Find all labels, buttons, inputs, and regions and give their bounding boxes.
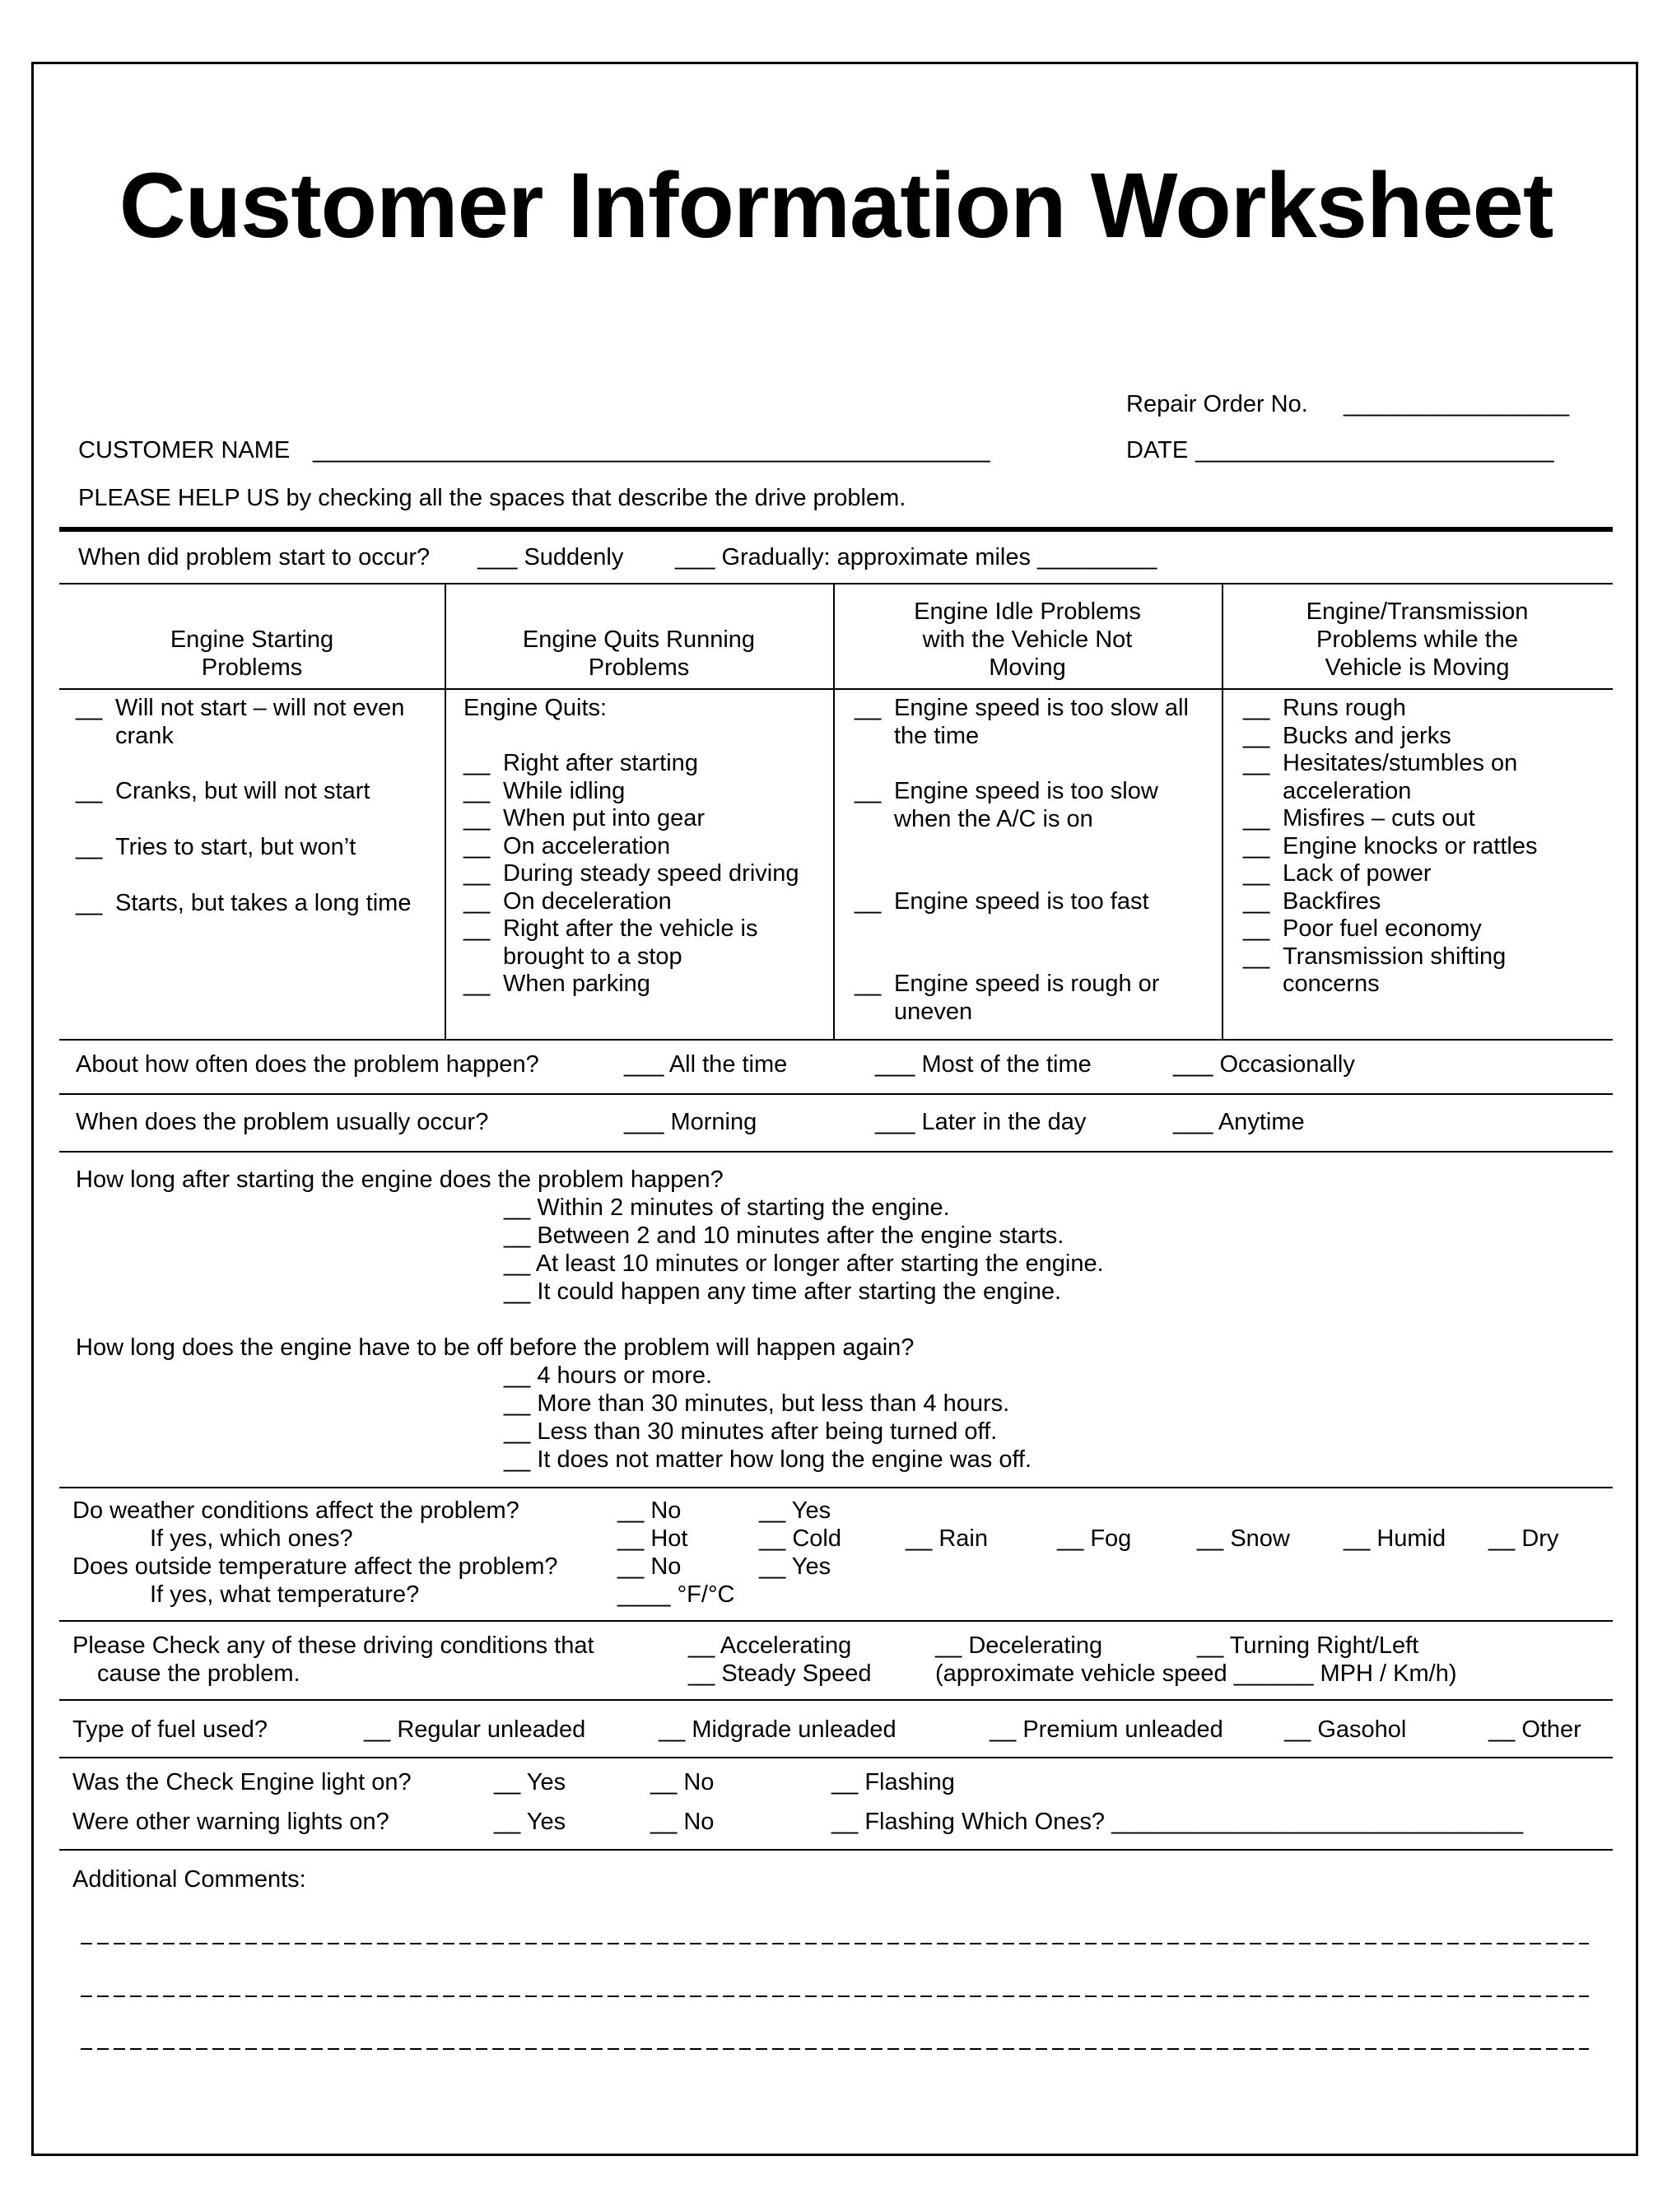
weather-fog-option[interactable]: __ Fog — [1057, 1525, 1132, 1552]
list-item[interactable]: __ On deceleration — [463, 887, 672, 915]
after-start-option[interactable]: __ Between 2 and 10 minutes after the engine starts. — [504, 1222, 1064, 1249]
weather-humid-option[interactable]: __ Humid — [1344, 1525, 1446, 1552]
grid-header-line — [59, 688, 1613, 690]
list-item[interactable]: __ Engine speed is rough or uneven — [855, 971, 1160, 1025]
fuel-regular-option[interactable]: __ Regular unleaded — [364, 1716, 586, 1743]
check-engine-question: Was the Check Engine light on? — [72, 1769, 412, 1795]
comment-line-1[interactable] — [81, 1943, 1589, 1944]
list-item[interactable]: __ On acceleration — [463, 832, 671, 859]
list-item[interactable]: __ Poor fuel economy — [1243, 915, 1482, 942]
engine-off-question: How long does the engine have to be off before the problem will happen again? — [76, 1334, 915, 1361]
grid-bottom-line — [59, 1039, 1613, 1041]
list-item[interactable]: __ During steady speed driving — [463, 860, 799, 887]
frequency-all-option[interactable]: ___ All the time — [624, 1051, 788, 1078]
col-header-moving: Engine/Transmission Problems while the Vehicle is Moving — [1306, 598, 1529, 681]
driving-speed-field[interactable]: (approximate vehicle speed ______ MPH / Km/h) — [935, 1660, 1457, 1687]
weather-yes-option[interactable]: __ Yes — [759, 1497, 831, 1524]
col-quits-list — [463, 695, 826, 999]
fuel-midgrade-option[interactable]: __ Midgrade unleaded — [659, 1716, 897, 1743]
col-header-idle: Engine Idle Problems with the Vehicle Not Moving — [914, 598, 1141, 681]
list-item[interactable]: __ Runs rough — [1243, 695, 1406, 721]
fuel-other-option[interactable]: __ Other — [1488, 1716, 1581, 1743]
warning-lights-no-option[interactable]: __ No — [650, 1809, 715, 1835]
temperature-yes-option[interactable]: __ Yes — [759, 1553, 831, 1580]
weather-no-option[interactable]: __ No — [617, 1497, 682, 1524]
col-idle-list — [855, 695, 1200, 1026]
driving-turning-option[interactable]: __ Turning Right/Left — [1197, 1632, 1419, 1659]
engine-off-option[interactable]: __ It does not matter how long the engine was off. — [504, 1446, 1032, 1473]
after-start-question: How long after starting the engine does the problem happen? — [76, 1167, 724, 1193]
warning-lights-yes-option[interactable]: __ Yes — [494, 1809, 566, 1835]
instruction-text: PLEASE HELP US by checking all the spaces that describe the drive problem. — [78, 485, 906, 511]
comment-line-3[interactable] — [81, 2048, 1589, 2050]
grid-top-line — [59, 583, 1613, 584]
driving-question-line2: cause the problem. — [97, 1660, 300, 1687]
engine-off-option[interactable]: __ 4 hours or more. — [504, 1362, 713, 1389]
list-item[interactable]: __ Engine speed is too fast — [855, 888, 1149, 915]
weather-snow-option[interactable]: __ Snow — [1197, 1525, 1290, 1552]
comments-label: Additional Comments: — [72, 1866, 306, 1893]
driving-steady-option[interactable]: __ Steady Speed — [688, 1660, 872, 1687]
fuel-premium-option[interactable]: __ Premium unleaded — [990, 1716, 1223, 1743]
engine-off-option[interactable]: __ More than 30 minutes, but less than 4 hours. — [504, 1390, 1010, 1417]
comment-line-2[interactable] — [81, 1995, 1589, 1997]
thick-divider — [59, 527, 1613, 532]
engine-quits-label: Engine Quits: — [463, 695, 608, 721]
list-item[interactable]: __ When parking — [463, 971, 650, 997]
customer-name-field[interactable]: ___________________________________________________ — [313, 437, 990, 463]
start-gradually-option[interactable]: ___ Gradually: approximate miles _________ — [675, 544, 1157, 570]
grid-divider-1 — [445, 583, 446, 1039]
divider — [59, 1093, 1613, 1095]
warning-lights-flashing-field[interactable]: __ Flashing Which Ones? _______________________________ — [831, 1809, 1524, 1835]
check-engine-yes-option[interactable]: __ Yes — [494, 1769, 566, 1795]
divider — [59, 1699, 1613, 1701]
time-anytime-option[interactable]: ___ Anytime — [1173, 1109, 1305, 1135]
list-item[interactable]: __ Misfires – cuts out — [1243, 805, 1475, 831]
frequency-most-option[interactable]: ___ Most of the time — [875, 1051, 1092, 1078]
weather-dry-option[interactable]: __ Dry — [1488, 1525, 1559, 1552]
weather-cold-option[interactable]: __ Cold — [759, 1525, 841, 1552]
divider — [59, 1487, 1613, 1488]
col-header-quits: Engine Quits Running Problems — [522, 626, 756, 681]
driving-decelerating-option[interactable]: __ Decelerating — [935, 1632, 1103, 1659]
fuel-gasohol-option[interactable]: __ Gasohol — [1284, 1716, 1407, 1743]
temperature-no-option[interactable]: __ No — [617, 1553, 682, 1580]
col-header-starting: Engine Starting Problems — [170, 626, 334, 681]
customer-name-label: CUSTOMER NAME — [78, 437, 291, 463]
repair-order-field[interactable]: _________________ — [1344, 391, 1570, 417]
weather-rain-option[interactable]: __ Rain — [906, 1525, 988, 1552]
list-item[interactable]: __ Cranks, but will not start — [76, 778, 370, 804]
divider — [59, 1849, 1613, 1851]
list-item[interactable]: __ Transmission shifting concerns — [1243, 943, 1507, 997]
list-item[interactable]: __ Right after starting — [463, 750, 698, 776]
list-item[interactable]: __ While idling — [463, 777, 626, 804]
after-start-option[interactable]: __ It could happen any time after starting the engine. — [504, 1278, 1062, 1305]
engine-off-option[interactable]: __ Less than 30 minutes after being turned off. — [504, 1418, 998, 1445]
list-item[interactable]: __ Right after the vehicle is brought to a stop — [463, 915, 758, 970]
list-item[interactable]: __ Lack of power — [1243, 860, 1432, 887]
check-engine-flashing-option[interactable]: __ Flashing — [831, 1769, 955, 1795]
start-question: When did problem start to occur? — [78, 544, 431, 570]
list-item[interactable]: __ Backfires — [1243, 887, 1381, 915]
date-field[interactable]: ___________________________ — [1195, 437, 1554, 463]
after-start-option[interactable]: __ Within 2 minutes of starting the engine. — [504, 1194, 950, 1221]
warning-lights-question: Were other warning lights on? — [72, 1809, 389, 1835]
temperature-which-question: If yes, what temperature? — [150, 1581, 420, 1608]
start-suddenly-option[interactable]: ___ Suddenly — [477, 544, 624, 570]
divider — [59, 1151, 1613, 1153]
divider — [59, 1757, 1613, 1758]
repair-order-label: Repair Order No. — [1126, 391, 1308, 417]
driving-accelerating-option[interactable]: __ Accelerating — [688, 1632, 852, 1659]
weather-hot-option[interactable]: __ Hot — [617, 1525, 688, 1552]
weather-question: Do weather conditions affect the problem? — [72, 1497, 519, 1524]
list-item[interactable]: __ Engine knocks or rattles — [1243, 832, 1538, 859]
check-engine-no-option[interactable]: __ No — [650, 1769, 715, 1795]
temperature-question: Does outside temperature affect the problem? — [72, 1553, 558, 1580]
time-morning-option[interactable]: ___ Morning — [624, 1109, 757, 1135]
list-item[interactable]: __ Starts, but takes a long time — [76, 890, 412, 916]
list-item[interactable]: __ Engine speed is too slow when the A/C is on — [855, 778, 1158, 832]
form-title: Customer Information Worksheet — [119, 154, 1553, 257]
frequency-question: About how often does the problem happen? — [76, 1051, 539, 1078]
list-item[interactable]: __ When put into gear — [463, 805, 706, 831]
col-moving-list — [1243, 695, 1589, 999]
time-of-day-question: When does the problem usually occur? — [76, 1109, 489, 1135]
driving-question-line1: Please Check any of these driving conditions that — [72, 1632, 594, 1659]
frequency-occasional-option[interactable]: ___ Occasionally — [1173, 1051, 1355, 1078]
fuel-question: Type of fuel used? — [72, 1716, 268, 1743]
list-item[interactable]: __ Engine speed is too slow all the time — [855, 695, 1189, 749]
date-label: DATE — [1126, 437, 1189, 463]
list-item[interactable]: __ Hesitates/stumbles on acceleration — [1243, 750, 1518, 804]
divider — [59, 1620, 1613, 1622]
list-item[interactable]: __ Will not start – will not even crank — [76, 695, 405, 749]
weather-which-question: If yes, which ones? — [150, 1525, 353, 1552]
grid-divider-2 — [833, 583, 835, 1039]
col-starting-list — [76, 695, 421, 918]
grid-divider-3 — [1222, 583, 1223, 1039]
temperature-field[interactable]: ____ °F/°C — [617, 1581, 735, 1608]
list-item[interactable]: __ Bucks and jerks — [1243, 722, 1451, 749]
time-later-option[interactable]: ___ Later in the day — [875, 1109, 1087, 1135]
list-item[interactable]: __ Tries to start, but won’t — [76, 834, 356, 860]
after-start-option[interactable]: __ At least 10 minutes or longer after starting the engine. — [504, 1250, 1104, 1277]
